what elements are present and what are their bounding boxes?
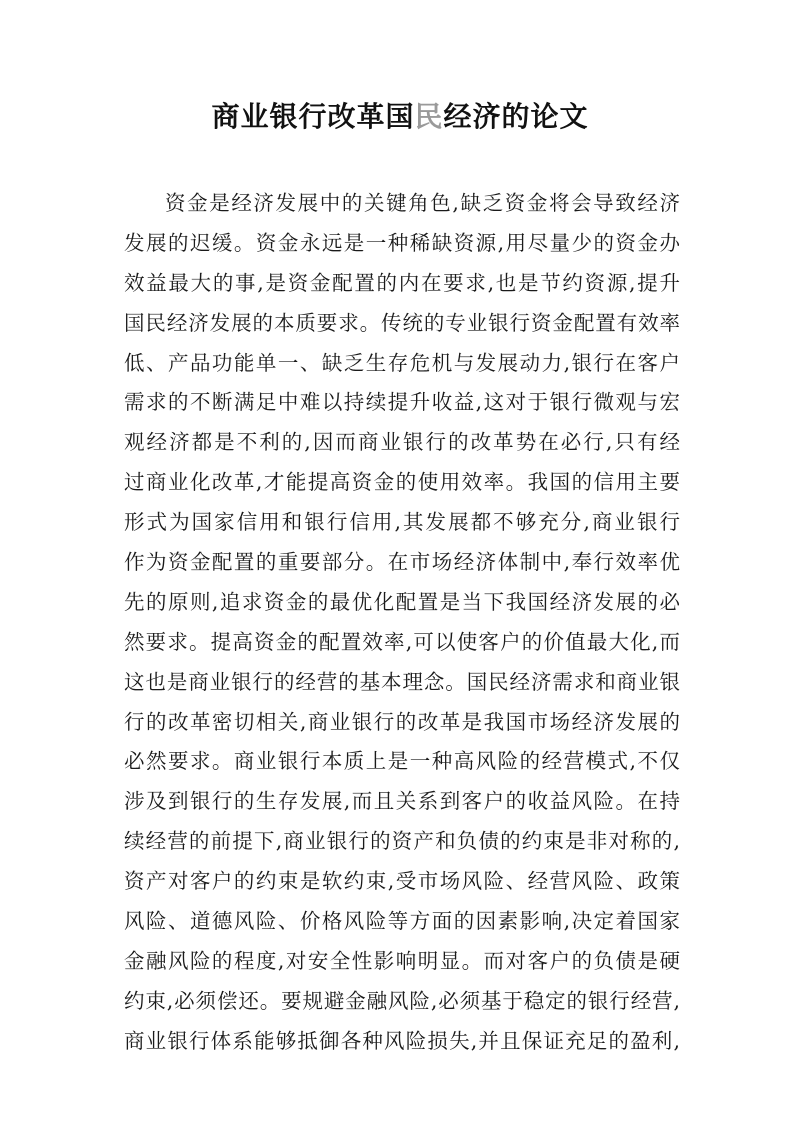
text-line: 形式为国家信用和银行信用,其发展都不够充分,商业银行 xyxy=(124,510,680,535)
title-highlight: 民 xyxy=(414,100,444,133)
text-line: 商业银行体系能够抵御各种风险损失,并且保证充足的盈利, xyxy=(124,1028,680,1053)
text-line: 先的原则,追求资金的最优化配置是当下我国经济发展的必 xyxy=(124,589,680,614)
text-line: 国民经济发展的本质要求。传统的专业银行资金配置有效率 xyxy=(124,310,680,335)
text-line: 作为资金配置的重要部分。在市场经济体制中,奉行效率优 xyxy=(124,550,680,575)
title-part-3: 经济的论文 xyxy=(443,100,589,133)
text-line: 金融风险的程度,对安全性影响明显。而对客户的负债是硬 xyxy=(124,948,680,973)
text-line: 续经营的前提下,商业银行的资产和负债的约束是非对称的, xyxy=(124,829,680,854)
text-line: 然要求。提高资金的配置效率,可以使客户的价值最大化,而 xyxy=(124,629,680,654)
text-line: 必然要求。商业银行本质上是一种高风险的经营模式,不仅 xyxy=(124,749,680,774)
text-line: 效益最大的事,是资金配置的内在要求,也是节约资源,提升 xyxy=(124,270,680,295)
text-line: 这也是商业银行的经营的基本理念。国民经济需求和商业银 xyxy=(124,669,680,694)
text-line: 观经济都是不利的,因而商业银行的改革势在必行,只有经 xyxy=(124,430,680,455)
text-line: 行的改革密切相关,商业银行的改革是我国市场经济发展的 xyxy=(124,709,680,734)
text-line: 低、产品功能单一、缺乏生存危机与发展动力,银行在客户 xyxy=(124,350,680,375)
text-line: 资产对客户的约束是软约束,受市场风险、经营风险、政策 xyxy=(124,869,680,894)
text-line: 约束,必须偿还。要规避金融风险,必须基于稳定的银行经营, xyxy=(124,988,680,1013)
text-line: 需求的不断满足中难以持续提升收益,这对于银行微观与宏 xyxy=(124,390,680,415)
text-line: 风险、道德风险、价格风险等方面的因素影响,决定着国家 xyxy=(124,909,680,934)
body-paragraph xyxy=(124,184,680,1062)
text-line: 发展的迟缓。资金永远是一种稀缺资源,用尽量少的资金办 xyxy=(124,230,680,255)
title-part-1: 商业银行改革国 xyxy=(211,100,415,133)
text-line: 涉及到银行的生存发展,而且关系到客户的收益风险。在持 xyxy=(124,789,680,814)
text-line: 过商业化改革,才能提高资金的使用效率。我国的信用主要 xyxy=(124,470,680,495)
text-line: 资金是经济发展中的关键角色,缺乏资金将会导致经济 xyxy=(165,191,680,215)
page-title xyxy=(0,97,800,137)
